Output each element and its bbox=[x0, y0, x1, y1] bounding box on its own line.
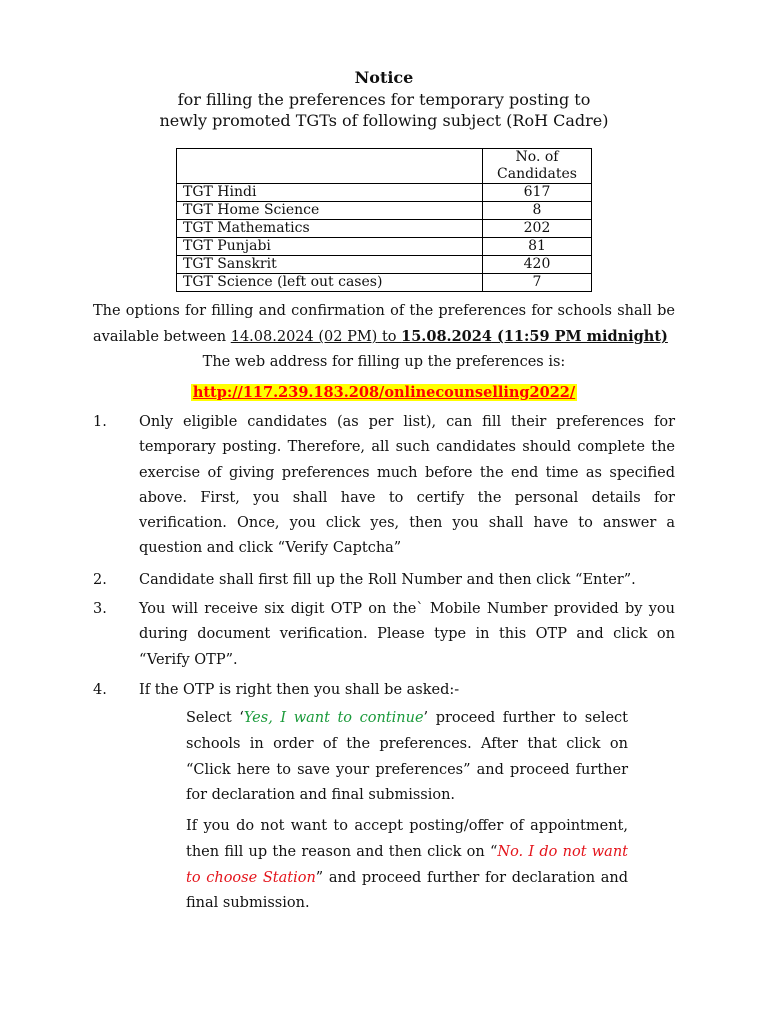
table-header-row bbox=[177, 149, 592, 184]
options-text: The options for filling and confirmation of the preferences for schools shall be available between bbox=[93, 303, 675, 345]
item-number: 2. bbox=[93, 572, 107, 588]
table-row bbox=[177, 238, 592, 256]
table-row bbox=[177, 184, 592, 202]
count-cell: 202 bbox=[483, 220, 592, 238]
subject-cell: TGT Sanskrit bbox=[177, 256, 483, 274]
candidates-table bbox=[176, 148, 592, 292]
to-word: to bbox=[377, 329, 402, 345]
table-row bbox=[177, 220, 592, 238]
table-row bbox=[177, 202, 592, 220]
end-time: (11:59 PM midnight) bbox=[491, 328, 668, 345]
subject-cell: TGT Mathematics bbox=[177, 220, 483, 238]
no-option-text: No. I do not want to choose Station bbox=[186, 843, 628, 886]
table-row bbox=[177, 256, 592, 274]
notice-subtitle-line2: newly promoted TGTs of following subject (RoH Cadre) bbox=[159, 111, 609, 130]
count-cell: 8 bbox=[483, 202, 592, 220]
item-number: 4. bbox=[93, 682, 107, 698]
instruction-item bbox=[93, 678, 675, 703]
item-text: Candidate shall first fill up the Roll Number and then click “Enter”. bbox=[139, 572, 636, 588]
end-date: 15.08.2024 bbox=[401, 328, 492, 345]
item-text: If the OTP is right then you shall be asked:- bbox=[139, 682, 460, 698]
instruction-item bbox=[93, 410, 675, 562]
yes-option-paragraph bbox=[186, 706, 628, 809]
subject-cell: TGT Hindi bbox=[177, 184, 483, 202]
item-number: 1. bbox=[93, 414, 107, 430]
no-option-paragraph bbox=[186, 814, 628, 917]
web-address bbox=[0, 384, 768, 401]
yes-option-text: Yes, I want to continue bbox=[243, 710, 424, 726]
counselling-link[interactable]: http://117.239.183.208/onlinecounselling2022/ bbox=[192, 384, 576, 401]
count-cell: 81 bbox=[483, 238, 592, 256]
sub2-after: ” and proceed further for declaration and final submission. bbox=[186, 869, 629, 912]
subject-cell: TGT Punjabi bbox=[177, 238, 483, 256]
options-paragraph bbox=[93, 298, 675, 350]
instruction-item bbox=[93, 597, 675, 673]
count-cell: 420 bbox=[483, 256, 592, 274]
notice-title: Notice bbox=[354, 68, 414, 87]
item-text: Only eligible candidates (as per list), can fill their preferences for temporary posting. Therefore, all such candidates should complete the exercise of giving preferences much before the end time as specified above. First, you shall have to certify the personal details for verification. Once, you click yes, then you shall have to answer a question and click “Verify Captcha” bbox=[139, 414, 675, 557]
instruction-item bbox=[93, 568, 675, 593]
web-address-label: The web address for filling up the preferences is: bbox=[202, 354, 566, 370]
start-datetime: 14.08.2024 (02 PM) bbox=[230, 329, 378, 345]
subject-cell: TGT Science (left out cases) bbox=[177, 274, 483, 292]
count-cell: 7 bbox=[483, 274, 592, 292]
item-text: You will receive six digit OTP on the` Mobile Number provided by you during document verification. Please type in this OTP and click on “Verify OTP”. bbox=[139, 601, 675, 668]
sub1-after: ’ proceed further to select schools in order of the preferences. After that click on “Click here to save your preferences” and proceed further for declaration and final submission. bbox=[186, 710, 628, 804]
count-cell: 617 bbox=[483, 184, 592, 202]
table-row bbox=[177, 274, 592, 292]
header-count: No. of Candidates bbox=[483, 149, 592, 184]
header-subject bbox=[177, 149, 483, 184]
notice-subtitle-line1: for filling the preferences for temporary posting to bbox=[177, 90, 591, 109]
subject-cell: TGT Home Science bbox=[177, 202, 483, 220]
sub1-before: Select ‘ bbox=[186, 710, 244, 726]
item-number: 3. bbox=[93, 601, 107, 617]
sub2-before: If you do not want to accept posting/offer of appointment, then fill up the reason and then click on “ bbox=[186, 818, 628, 860]
